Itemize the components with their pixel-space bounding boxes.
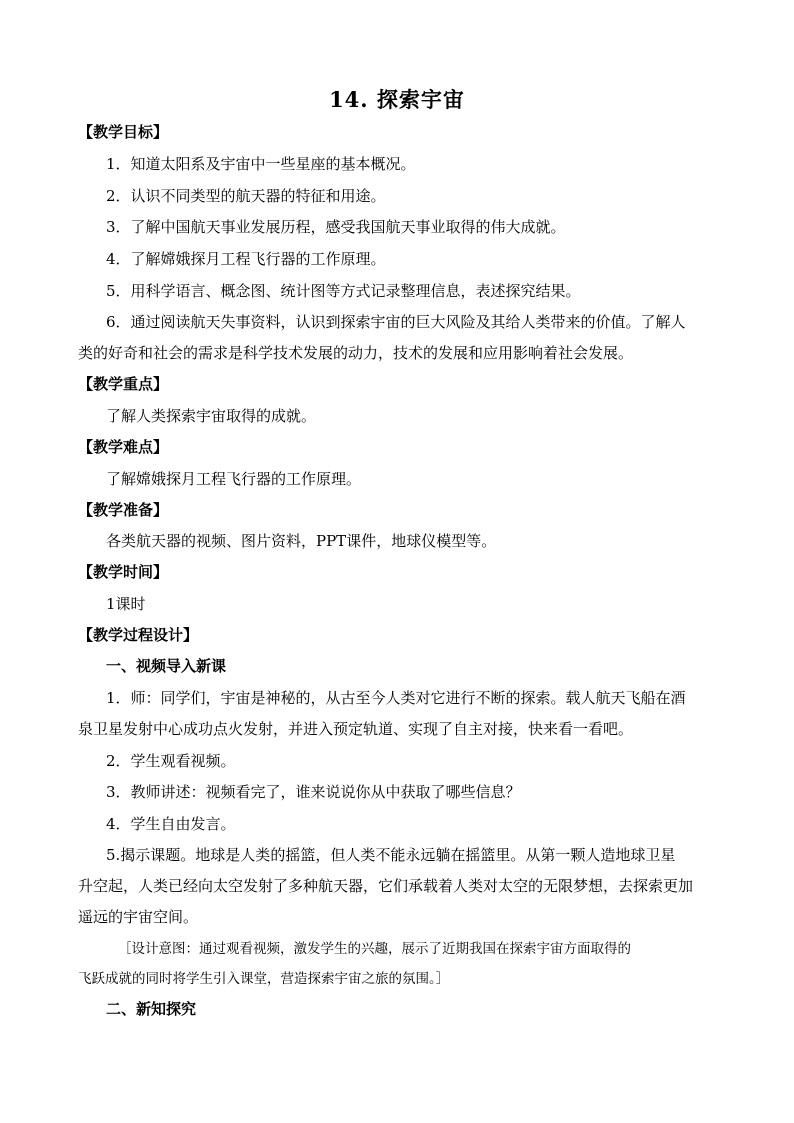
goal-item-3: 3．了解中国航天事业发展历程，感受我国航天事业取得的伟大成就。 [106,218,566,236]
process-line-4: 4．学生自由发言。 [106,815,236,833]
process-line-2: 2．学生观看视频。 [106,752,236,770]
section-heading-key: 【教学重点】 [78,375,169,393]
design-note-line-2: 飞跃成就的同时将学生引入课堂，营造探索宇宙之旅的氛围。］ [78,971,450,987]
time-text: 1课时 [106,595,146,613]
prep-text: 各类航天器的视频、图片资料，PPT课件，地球仪模型等。 [106,532,497,550]
process-line-5-cont-a: 升空起，人类已经向太空发射了多种航天器，它们承载着人类对太空的无限梦想，去探索更加 [78,877,694,895]
design-note-line-1: ［设计意图：通过观看视频，激发学生的兴趣，展示了近期我国在探索宇宙方面取得的 [118,941,631,957]
section-heading-time: 【教学时间】 [78,563,169,581]
section-heading-difficult: 【教学难点】 [78,438,169,456]
process-line-5: 5.揭示课题。地球是人类的摇篮，但人类不能永远躺在摇篮里。从第一颗人造地球卫星 [106,846,676,864]
part-heading-1: 一、视频导入新课 [106,657,227,675]
section-heading-process: 【教学过程设计】 [78,626,199,644]
process-line-5-cont-b: 遥远的宇宙空间。 [78,908,199,926]
section-heading-prep: 【教学准备】 [78,501,169,519]
section-heading-goals: 【教学目标】 [78,123,169,141]
goal-item-1: 1．知道太阳系及宇宙中一些星座的基本概况。 [106,155,416,173]
goal-item-5: 5．用科学语言、概念图、统计图等方式记录整理信息，表述探究结果。 [106,282,581,300]
process-line-3: 3．教师讲述：视频看完了，谁来说说你从中获取了哪些信息？ [106,783,521,801]
difficult-point-text: 了解嫦娥探月工程飞行器的工作原理。 [106,470,362,488]
goal-item-6-cont: 类的好奇和社会的需求是科学技术发展的动力，技术的发展和应用影响着社会发展。 [78,344,634,362]
process-line-1: 1．师：同学们，宇宙是神秘的，从古至今人类对它进行不断的探索。载人航天飞船在酒 [106,689,686,707]
goal-item-6: 6．通过阅读航天失事资料，认识到探索宇宙的巨大风险及其给人类带来的价值。了解人 [106,313,686,331]
goal-item-4: 4．了解嫦娥探月工程飞行器的工作原理。 [106,250,386,268]
process-line-1-cont: 泉卫星发射中心成功点火发射，并进入预定轨道、实现了自主对接，快来看一看吧。 [78,720,634,738]
part-heading-2: 二、新知探究 [106,1000,197,1018]
page-title: 14. 探索宇宙 [329,87,465,112]
goal-item-2: 2．认识不同类型的航天器的特征和用途。 [106,187,386,205]
key-point-text: 了解人类探索宇宙取得的成就。 [106,407,317,425]
